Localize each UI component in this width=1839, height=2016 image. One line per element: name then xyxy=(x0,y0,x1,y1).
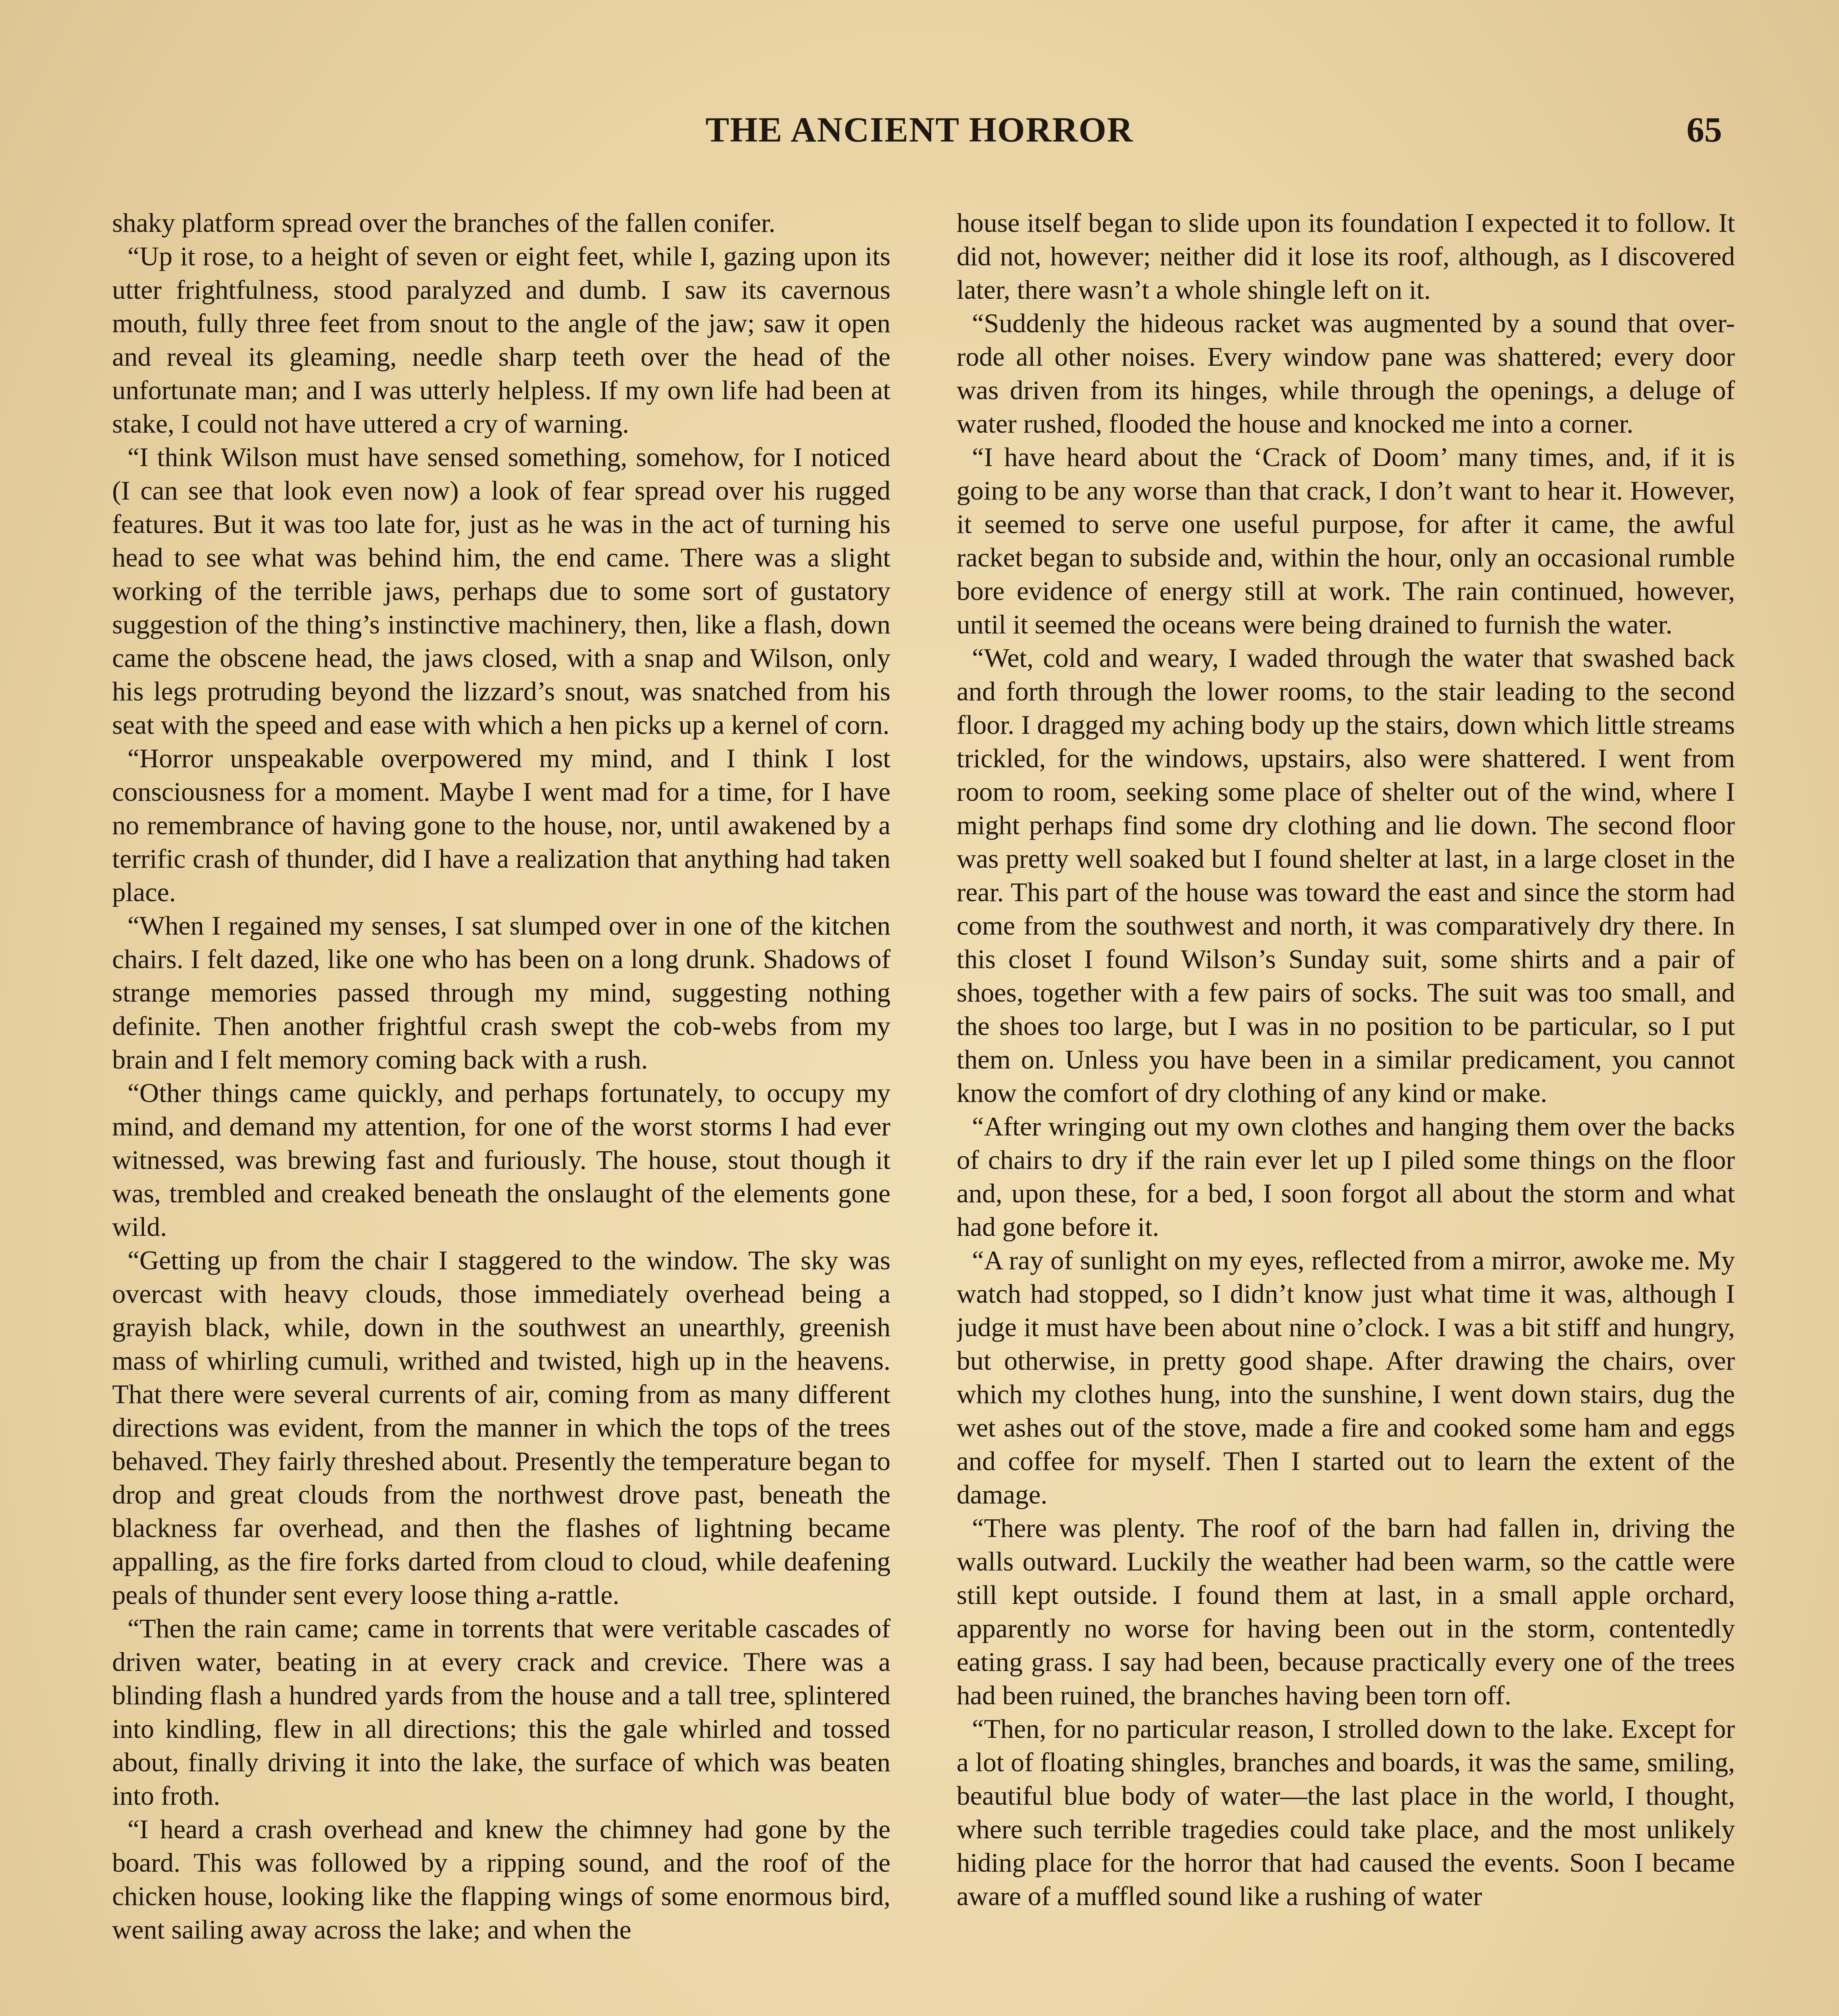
paragraph: “Other things came quickly, and perhaps fortunately, to occupy my mind, and demand my attention, for one of the worst storms I had ever witnessed, was brewing fast and furiously. The house, stout though it was, trembled and creaked beneath the onslaught of the elements gone wild. xyxy=(112,1078,890,1242)
paragraph: “A ray of sunlight on my eyes, reflected from a mirror, awoke me. My watch had stopped, so I didn’t know just what time it was, although I judge it must have been about nine o’clock. I was a bit stiff and hungry, but otherwise, in pretty good shape. After drawing the chairs, over which my clothes hung, into the sunshine, I went down stairs, dug the wet ashes out of the stove, made a fire and cooked some ham and eggs and coffee for myself. Then I started out to learn the extent of the damage. xyxy=(957,1245,1735,1510)
running-title: THE ANCIENT HORROR xyxy=(705,110,1134,150)
paragraph: “I think Wilson must have sensed something, somehow, for I noticed (I can see that look even now) a look of fear spread over his rugged features. But it was too late for, just as he was in the act of turning his head to see what was behind him, the end came. There was a slight working of the terrible jaws, perhaps due to some sort of gustatory suggestion of the thing’s instinctive machinery, then, like a flash, down came the obscene head, the jaws closed, with a snap and Wilson, only his legs protruding beyond the lizzard’s snout, was snatched from his seat with the speed and ease with which a hen picks up a kernel of corn. xyxy=(112,442,890,740)
paragraph: “There was plenty. The roof of the barn had fallen in, driving the walls outward. Luckily the weather had been warm, so the cattle were still kept outside. I found them at last, in a small apple orchard, apparently no worse for having been out in the storm, contentedly eating grass. I say had been, because practically every one of the trees had been ruined, the branches having been torn off. xyxy=(957,1513,1735,1710)
page-number: 65 xyxy=(1687,110,1722,150)
right-column xyxy=(957,206,1735,2016)
paragraph: shaky platform spread over the branches of the fallen conifer. xyxy=(112,208,776,238)
paragraph: “Horror unspeakable overpowered my mind, and I think I lost consciousness for a moment. Maybe I went mad for a time, for I have no remembrance of having gone to the house, nor, until awakened by a terrific crash of thunder, did I have a realization that anything had taken place. xyxy=(112,744,890,907)
paragraph: “Then the rain came; came in torrents that were veritable cascades of driven water, beating in at every crack and crevice. There was a blinding flash a hundred yards from the house and a tall tree, splintered into kindling, flew in all directions; this the gale whirled and tossed about, finally driving it into the lake, the surface of which was beaten into froth. xyxy=(112,1614,890,1811)
page-header xyxy=(0,108,1839,152)
paragraph: “After wringing out my own clothes and hanging them over the backs of chairs to dry if the rain ever let up I piled some things on the floor and, upon these, for a bed, I soon forgot all about the storm and what had gone before it. xyxy=(957,1112,1735,1242)
paragraph: “I heard a crash overhead and knew the chimney had gone by the board. This was followed by a ripping sound, and the roof of the chicken house, looking like the flapping wings of some enormous bird, went sailing away across the lake; and when the xyxy=(112,1814,890,1945)
paragraph: house itself began to slide upon its foundation I expected it to follow. It did not, however; neither did it lose its roof, although, as I discovered later, there wasn’t a whole shingle left on it. xyxy=(957,208,1735,305)
paragraph: “Getting up from the chair I staggered to the window. The sky was overcast with heavy clouds, those immediately overhead being a grayish black, while, down in the southwest an unearthly, greenish mass of whirling cumuli, writhed and twisted, high up in the heavens. That there were several currents of air, coming from as many different directions was evident, from the manner in which the tops of the trees behaved. They fairly threshed about. Presently the temperature began to drop and great clouds from the northwest drove past, beneath the blackness far overhead, and then the flashes of lightning became appalling, as the fire forks darted from cloud to cloud, while deafening peals of thunder sent every loose thing a-rattle. xyxy=(112,1245,890,1610)
left-column xyxy=(112,206,890,2016)
paragraph: “Then, for no particular reason, I strolled down to the lake. Except for a lot of floating shingles, branches and boards, it was the same, smiling, beautiful blue body of water—the last place in the world, I thought, where such terrible tragedies could take place, and the most unlikely hiding place for the horror that had caused the events. Soon I became aware of a muffled sound like a rushing of water xyxy=(957,1714,1735,1911)
paragraph: “When I regained my senses, I sat slumped over in one of the kitchen chairs. I felt dazed, like one who has been on a long drunk. Shadows of strange memories passed through my mind, suggesting nothing definite. Then another frightful crash swept the cob-webs from my brain and I felt memory coming back with a rush. xyxy=(112,911,890,1075)
paragraph: “Wet, cold and weary, I waded through the water that swashed back and forth through the lower rooms, to the stair leading to the second floor. I dragged my aching body up the stairs, down which little streams trickled, for the windows, upstairs, also were shattered. I went from room to room, seeking some place of shelter out of the wind, where I might perhaps find some dry clothing and lie down. The second floor was pretty well soaked but I found shelter at last, in a large closet in the rear. This part of the house was toward the east and since the storm had come from the southwest and north, it was comparatively dry there. In this closet I found Wilson’s Sunday suit, some shirts and a pair of shoes, together with a few pairs of socks. The suit was too small, and the shoes too large, but I was in no position to be particular, so I put them on. Unless you have been in a similar predicament, you cannot know the comfort of dry clothing of any kind or make. xyxy=(957,643,1735,1108)
paragraph: “Up it rose, to a height of seven or eight feet, while I, gazing upon its utter frightfulness, stood paralyzed and dumb. I saw its cavernous mouth, fully three feet from snout to the angle of the jaw; saw it open and reveal its gleaming, needle sharp teeth over the head of the unfortunate man; and I was utterly helpless. If my own life had been at stake, I could not have uttered a cry of warning. xyxy=(112,242,890,439)
paragraph: “I have heard about the ‘Crack of Doom’ many times, and, if it is going to be any worse than that crack, I don’t want to hear it. However, it seemed to serve one useful purpose, for after it came, the awful racket began to subside and, within the hour, only an occasional rumble bore evidence of energy still at work. The rain continued, however, until it seemed the oceans were being drained to furnish the water. xyxy=(957,442,1735,639)
paragraph: “Suddenly the hideous racket was augmented by a sound that over-rode all other noises. Every window pane was shattered; every door was driven from its hinges, while through the openings, a deluge of water rushed, flooded the house and knocked me into a corner. xyxy=(957,308,1735,439)
